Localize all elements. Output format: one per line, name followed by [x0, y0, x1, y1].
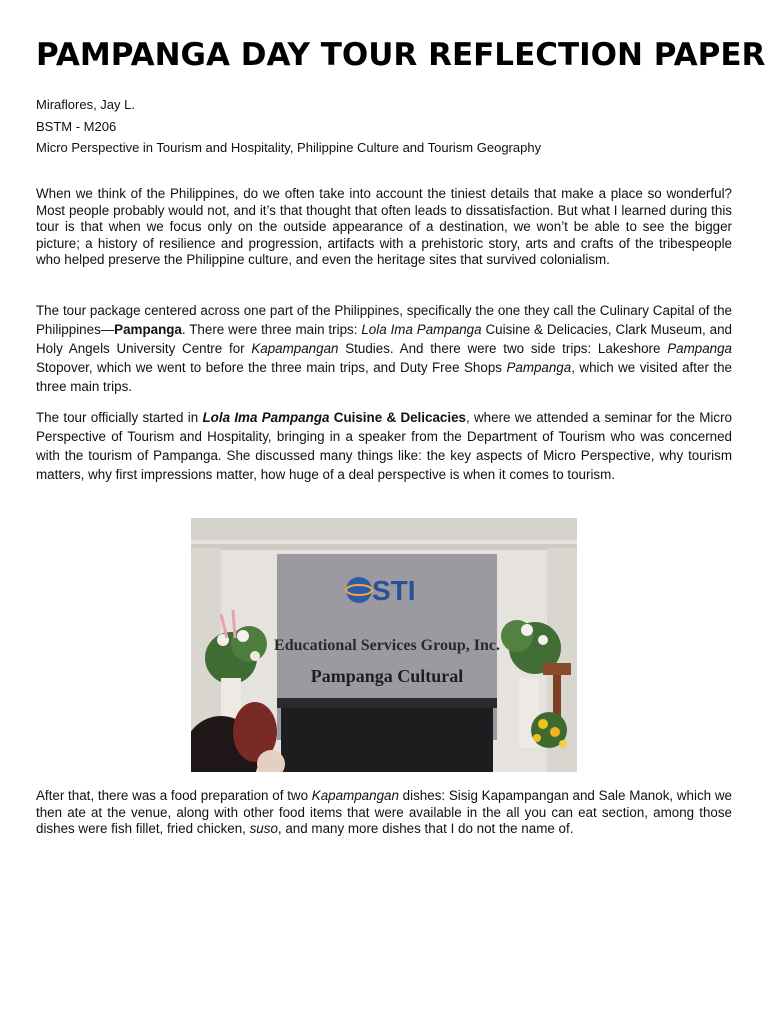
course-section: BSTM - M206	[36, 118, 117, 134]
italic-run: Kapampangan	[311, 788, 399, 803]
text-run: Studies. And there were two side trips: Lakeshore	[338, 340, 668, 356]
text-run: Cuisine & Delicacies, Clark Museum, and Holy Angels University Centre for	[36, 321, 732, 356]
document-title: PAMPANGA DAY TOUR REFLECTION PAPER	[36, 37, 766, 73]
course-subjects: Micro Perspective in Tourism and Hospitality, Philippine Culture and Tourism Geography	[36, 140, 542, 155]
banner-line-2: Pampanga Cultural	[310, 666, 464, 686]
text-run: After that, there was a food preparation of two	[36, 788, 312, 803]
paragraph-3	[36, 409, 732, 485]
bold-italic-run: Lola Ima Pampanga	[202, 410, 330, 425]
text-run: . There were three main trips:	[181, 321, 362, 337]
text-run: Stopover, which we went to before the three main trips, and Duty Free Shops	[36, 359, 507, 375]
text-run: , and many more dishes that I do not the name of.	[277, 821, 574, 837]
seminar-photo	[191, 518, 577, 772]
author-block	[36, 94, 541, 159]
italic-run: Kapampangan	[251, 340, 339, 356]
text-run: The tour officially started in	[36, 410, 203, 425]
paragraph-2	[36, 302, 732, 397]
banner-logo: STI	[372, 575, 416, 606]
paragraph-4	[36, 788, 732, 838]
banner-line-1: Educational Services Group, Inc.	[274, 637, 500, 654]
text-run: , where we attended a seminar for the Micro Perspective of Tourism and Hospitality, bringing in a speaker from the Department of Tourism who was concerned with the tourism of Pampanga. She discussed many things like: the key aspects of Micro Perspective, why tourism matters, why first impressions matter, how huge of a deal perspective is when it comes to tourism.	[36, 410, 732, 482]
italic-run: Lola Ima Pampanga	[361, 321, 482, 337]
paragraph-1: When we think of the Philippines, do we often take into account the tiniest details that make a place so wonderful? Most people probably would not, and it’s that thought that often leads to dissatisfaction. But what I learned during this tour is that when we focus only on the outside appearance of a destination, we won’t be able to see the bigger picture; a history of resilience and progression, artifacts with a prehistoric story, arts and crafts of the tribespeople who helped preserve the Philippine culture, and even the heritage sites that survived colonialism.	[36, 186, 732, 268]
text-run: , which we visited after the three main trips.	[36, 359, 732, 394]
globe-icon	[346, 577, 372, 603]
author-name: Miraflores, Jay L.	[36, 97, 135, 112]
italic-run: Pampanga	[667, 340, 732, 356]
text-run: dishes: Sisig Kapampangan and Sale Manok, which we then ate at the venue, along with other food items that were available in the all you can eat section, among those dishes were fish fillet, fried chicken,	[36, 788, 732, 837]
text-run: The tour package centered across one part of the Philippines, specifically the one they call the Culinary Capital of the Philippines—	[36, 303, 732, 337]
bold-run: Pampanga	[114, 321, 182, 337]
bold-run: Cuisine & Delicacies	[329, 410, 466, 425]
italic-run: suso	[249, 821, 278, 837]
italic-run: Pampanga	[506, 359, 572, 375]
